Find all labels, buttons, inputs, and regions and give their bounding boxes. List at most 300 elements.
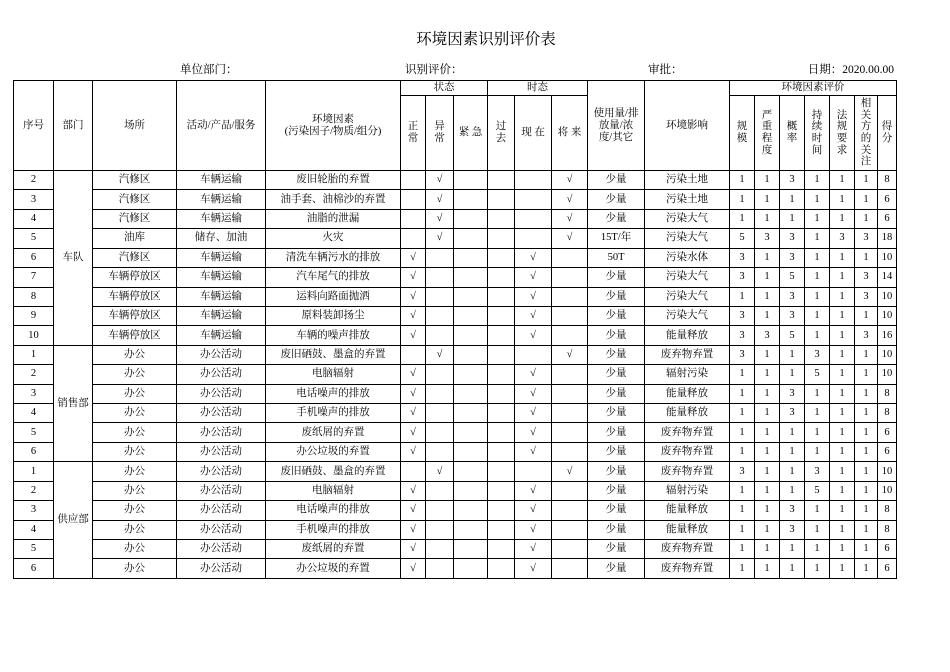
tense-future-check bbox=[552, 306, 588, 325]
seq-cell: 3 bbox=[14, 501, 54, 520]
place-cell: 办公 bbox=[93, 384, 177, 403]
department-cell: 车队 bbox=[54, 171, 93, 346]
impact-cell: 能量释放 bbox=[645, 404, 730, 423]
header-score-scale bbox=[730, 96, 755, 171]
score-regulation-cell: 1 bbox=[830, 540, 855, 559]
score-duration-cell: 1 bbox=[805, 248, 830, 267]
state-emergency-check bbox=[454, 171, 488, 190]
score-probability-cell: 1 bbox=[780, 345, 805, 364]
tense-past-check bbox=[488, 190, 515, 209]
score-scale-cell: 1 bbox=[730, 501, 755, 520]
tense-present-check: √ bbox=[515, 287, 552, 306]
seq-cell: 2 bbox=[14, 365, 54, 384]
amount-cell: 少量 bbox=[588, 345, 645, 364]
score-regulation-cell: 1 bbox=[830, 209, 855, 228]
tense-future-check bbox=[552, 501, 588, 520]
tense-future-check: √ bbox=[552, 462, 588, 481]
score-scale-cell: 1 bbox=[730, 481, 755, 500]
score-stakeholder-cell: 3 bbox=[855, 229, 878, 248]
impact-cell: 辐射污染 bbox=[645, 365, 730, 384]
amount-cell: 少量 bbox=[588, 171, 645, 190]
total-score-cell: 10 bbox=[878, 287, 897, 306]
table-row bbox=[14, 520, 897, 539]
state-normal-check bbox=[401, 229, 426, 248]
tense-past-check bbox=[488, 462, 515, 481]
score-stakeholder-cell: 1 bbox=[855, 540, 878, 559]
factor-cell: 废旧轮胎的弃置 bbox=[266, 171, 401, 190]
seq-cell: 2 bbox=[14, 481, 54, 500]
factor-cell: 电脑辐射 bbox=[266, 365, 401, 384]
state-emergency-check bbox=[454, 306, 488, 325]
state-emergency-check bbox=[454, 209, 488, 228]
score-regulation-cell: 1 bbox=[830, 384, 855, 403]
header-amount: 使用量/排 放量/浓 度/其它 bbox=[588, 81, 645, 171]
activity-cell: 办公活动 bbox=[177, 345, 266, 364]
place-cell: 车辆停放区 bbox=[93, 326, 177, 345]
total-score-cell: 10 bbox=[878, 462, 897, 481]
state-abnormal-check bbox=[426, 501, 454, 520]
amount-cell: 15T/年 bbox=[588, 229, 645, 248]
seq-cell: 6 bbox=[14, 559, 54, 578]
impact-cell: 辐射污染 bbox=[645, 481, 730, 500]
score-probability-cell: 5 bbox=[780, 268, 805, 287]
amount-cell: 少量 bbox=[588, 404, 645, 423]
place-cell: 办公 bbox=[93, 365, 177, 384]
score-regulation-cell: 1 bbox=[830, 171, 855, 190]
score-regulation-cell: 1 bbox=[830, 365, 855, 384]
score-duration-cell: 5 bbox=[805, 365, 830, 384]
score-probability-cell: 1 bbox=[780, 190, 805, 209]
score-probability-cell: 3 bbox=[780, 501, 805, 520]
score-regulation-cell: 1 bbox=[830, 462, 855, 481]
table-row bbox=[14, 365, 897, 384]
state-emergency-check bbox=[454, 287, 488, 306]
place-cell: 汽修区 bbox=[93, 171, 177, 190]
state-emergency-check bbox=[454, 462, 488, 481]
factor-cell: 办公垃圾的弃置 bbox=[266, 559, 401, 578]
state-abnormal-check bbox=[426, 540, 454, 559]
score-regulation-cell: 1 bbox=[830, 345, 855, 364]
score-scale-cell: 1 bbox=[730, 171, 755, 190]
tense-present-check bbox=[515, 171, 552, 190]
activity-cell: 车辆运输 bbox=[177, 306, 266, 325]
seq-cell: 4 bbox=[14, 520, 54, 539]
state-normal-check: √ bbox=[401, 365, 426, 384]
score-severity-cell: 1 bbox=[755, 540, 780, 559]
state-emergency-check bbox=[454, 268, 488, 287]
score-stakeholder-cell: 1 bbox=[855, 442, 878, 461]
factor-cell: 原料装卸扬尘 bbox=[266, 306, 401, 325]
score-stakeholder-cell: 1 bbox=[855, 501, 878, 520]
state-normal-check: √ bbox=[401, 326, 426, 345]
state-abnormal-check: √ bbox=[426, 209, 454, 228]
tense-past-check bbox=[488, 229, 515, 248]
table-row bbox=[14, 423, 897, 442]
place-cell: 办公 bbox=[93, 423, 177, 442]
tense-present-check bbox=[515, 462, 552, 481]
score-severity-cell: 1 bbox=[755, 345, 780, 364]
seq-cell: 4 bbox=[14, 209, 54, 228]
state-normal-check bbox=[401, 462, 426, 481]
tense-future-check: √ bbox=[552, 209, 588, 228]
tense-past-check bbox=[488, 404, 515, 423]
place-cell: 办公 bbox=[93, 520, 177, 539]
state-emergency-check bbox=[454, 481, 488, 500]
score-scale-cell: 1 bbox=[730, 423, 755, 442]
tense-past-check bbox=[488, 442, 515, 461]
tense-present-check: √ bbox=[515, 423, 552, 442]
total-score-cell: 8 bbox=[878, 404, 897, 423]
department-label: 单位部门： bbox=[180, 64, 238, 76]
score-probability-cell: 3 bbox=[780, 520, 805, 539]
seq-cell: 1 bbox=[14, 345, 54, 364]
score-duration-cell: 1 bbox=[805, 423, 830, 442]
score-scale-cell: 1 bbox=[730, 384, 755, 403]
state-normal-check: √ bbox=[401, 559, 426, 578]
header-state-normal bbox=[401, 96, 426, 171]
tense-future-check: √ bbox=[552, 171, 588, 190]
tense-present-check: √ bbox=[515, 365, 552, 384]
impact-cell: 污染大气 bbox=[645, 209, 730, 228]
amount-cell: 少量 bbox=[588, 326, 645, 345]
impact-cell: 废弃物弃置 bbox=[645, 423, 730, 442]
score-severity-cell: 3 bbox=[755, 326, 780, 345]
header-score-duration-label: 持续时间 bbox=[811, 109, 823, 156]
table-row bbox=[14, 559, 897, 578]
state-abnormal-check: √ bbox=[426, 190, 454, 209]
header-total bbox=[878, 96, 897, 171]
score-duration-cell: 1 bbox=[805, 190, 830, 209]
factor-cell: 油脂的泄漏 bbox=[266, 209, 401, 228]
score-probability-cell: 3 bbox=[780, 171, 805, 190]
amount-cell: 少量 bbox=[588, 306, 645, 325]
table-row bbox=[14, 345, 897, 364]
tense-past-check bbox=[488, 540, 515, 559]
factor-cell: 废纸屑的弃置 bbox=[266, 540, 401, 559]
score-scale-cell: 5 bbox=[730, 229, 755, 248]
score-probability-cell: 5 bbox=[780, 326, 805, 345]
score-duration-cell: 1 bbox=[805, 384, 830, 403]
table-row bbox=[14, 540, 897, 559]
state-abnormal-check: √ bbox=[426, 462, 454, 481]
activity-cell: 办公活动 bbox=[177, 540, 266, 559]
score-scale-cell: 1 bbox=[730, 540, 755, 559]
score-stakeholder-cell: 1 bbox=[855, 190, 878, 209]
state-abnormal-check bbox=[426, 287, 454, 306]
score-regulation-cell: 3 bbox=[830, 229, 855, 248]
score-stakeholder-cell: 1 bbox=[855, 423, 878, 442]
score-regulation-cell: 1 bbox=[830, 248, 855, 267]
factor-cell: 油手套、油棉沙的弃置 bbox=[266, 190, 401, 209]
state-normal-check: √ bbox=[401, 248, 426, 267]
amount-cell: 少量 bbox=[588, 384, 645, 403]
total-score-cell: 8 bbox=[878, 384, 897, 403]
total-score-cell: 6 bbox=[878, 442, 897, 461]
state-abnormal-check: √ bbox=[426, 171, 454, 190]
seq-cell: 8 bbox=[14, 287, 54, 306]
state-abnormal-check bbox=[426, 306, 454, 325]
score-severity-cell: 1 bbox=[755, 190, 780, 209]
impact-cell: 废弃物弃置 bbox=[645, 345, 730, 364]
amount-cell: 少量 bbox=[588, 287, 645, 306]
score-scale-cell: 1 bbox=[730, 365, 755, 384]
total-score-cell: 18 bbox=[878, 229, 897, 248]
tense-future-check bbox=[552, 404, 588, 423]
total-score-cell: 10 bbox=[878, 306, 897, 325]
header-factor: 环境因素 (污染因子/物质/组分) bbox=[266, 81, 401, 171]
tense-past-check bbox=[488, 209, 515, 228]
amount-cell: 少量 bbox=[588, 423, 645, 442]
state-normal-check: √ bbox=[401, 442, 426, 461]
tense-past-check bbox=[488, 481, 515, 500]
score-stakeholder-cell: 3 bbox=[855, 268, 878, 287]
score-probability-cell: 3 bbox=[780, 229, 805, 248]
factor-cell: 废旧硒鼓、墨盒的弃置 bbox=[266, 462, 401, 481]
score-duration-cell: 1 bbox=[805, 501, 830, 520]
tense-present-check: √ bbox=[515, 306, 552, 325]
score-probability-cell: 1 bbox=[780, 423, 805, 442]
score-stakeholder-cell: 1 bbox=[855, 209, 878, 228]
score-duration-cell: 1 bbox=[805, 287, 830, 306]
seq-cell: 5 bbox=[14, 540, 54, 559]
state-abnormal-check bbox=[426, 442, 454, 461]
tense-past-check bbox=[488, 306, 515, 325]
table-row bbox=[14, 481, 897, 500]
state-emergency-check bbox=[454, 384, 488, 403]
header-score-severity bbox=[755, 96, 780, 171]
seq-cell: 7 bbox=[14, 268, 54, 287]
total-score-cell: 6 bbox=[878, 209, 897, 228]
score-probability-cell: 3 bbox=[780, 248, 805, 267]
score-probability-cell: 1 bbox=[780, 365, 805, 384]
activity-cell: 办公活动 bbox=[177, 442, 266, 461]
score-severity-cell: 3 bbox=[755, 229, 780, 248]
header-score-probability bbox=[780, 96, 805, 171]
tense-future-check bbox=[552, 268, 588, 287]
score-severity-cell: 1 bbox=[755, 209, 780, 228]
activity-cell: 办公活动 bbox=[177, 520, 266, 539]
score-scale-cell: 1 bbox=[730, 190, 755, 209]
header-score-stakeholder bbox=[855, 96, 878, 171]
factor-cell: 运料向路面抛洒 bbox=[266, 287, 401, 306]
tense-future-check: √ bbox=[552, 190, 588, 209]
score-probability-cell: 3 bbox=[780, 287, 805, 306]
place-cell: 办公 bbox=[93, 404, 177, 423]
amount-cell: 少量 bbox=[588, 268, 645, 287]
tense-future-check bbox=[552, 481, 588, 500]
impact-cell: 废弃物弃置 bbox=[645, 442, 730, 461]
score-duration-cell: 1 bbox=[805, 306, 830, 325]
seq-cell: 10 bbox=[14, 326, 54, 345]
score-stakeholder-cell: 1 bbox=[855, 462, 878, 481]
tense-future-check bbox=[552, 287, 588, 306]
score-severity-cell: 1 bbox=[755, 501, 780, 520]
place-cell: 汽修区 bbox=[93, 248, 177, 267]
table-body bbox=[14, 171, 897, 579]
total-score-cell: 6 bbox=[878, 559, 897, 578]
total-score-cell: 8 bbox=[878, 520, 897, 539]
tense-present-check bbox=[515, 345, 552, 364]
state-normal-check bbox=[401, 171, 426, 190]
factor-cell: 电脑辐射 bbox=[266, 481, 401, 500]
tense-present-check: √ bbox=[515, 326, 552, 345]
score-scale-cell: 3 bbox=[730, 268, 755, 287]
score-probability-cell: 3 bbox=[780, 384, 805, 403]
tense-present-check: √ bbox=[515, 501, 552, 520]
header-tense-past-label: 过去 bbox=[495, 121, 507, 144]
tense-present-check: √ bbox=[515, 540, 552, 559]
impact-cell: 能量释放 bbox=[645, 326, 730, 345]
score-probability-cell: 1 bbox=[780, 209, 805, 228]
score-severity-cell: 1 bbox=[755, 423, 780, 442]
amount-cell: 少量 bbox=[588, 365, 645, 384]
factor-cell: 火灾 bbox=[266, 229, 401, 248]
state-emergency-check bbox=[454, 501, 488, 520]
score-scale-cell: 1 bbox=[730, 209, 755, 228]
amount-cell: 少量 bbox=[588, 559, 645, 578]
score-probability-cell: 1 bbox=[780, 540, 805, 559]
header-impact: 环境影响 bbox=[645, 81, 730, 171]
tense-present-check: √ bbox=[515, 559, 552, 578]
tense-present-check: √ bbox=[515, 248, 552, 267]
score-scale-cell: 1 bbox=[730, 404, 755, 423]
score-severity-cell: 1 bbox=[755, 559, 780, 578]
score-duration-cell: 3 bbox=[805, 345, 830, 364]
score-regulation-cell: 1 bbox=[830, 481, 855, 500]
header-score-probability-label: 概率 bbox=[786, 121, 798, 144]
state-normal-check bbox=[401, 209, 426, 228]
seq-cell: 6 bbox=[14, 442, 54, 461]
score-duration-cell: 1 bbox=[805, 559, 830, 578]
impact-cell: 污染土地 bbox=[645, 171, 730, 190]
tense-present-check bbox=[515, 190, 552, 209]
score-regulation-cell: 1 bbox=[830, 501, 855, 520]
activity-cell: 车辆运输 bbox=[177, 268, 266, 287]
score-duration-cell: 1 bbox=[805, 326, 830, 345]
score-stakeholder-cell: 1 bbox=[855, 559, 878, 578]
factor-cell: 手机噪声的排放 bbox=[266, 520, 401, 539]
tense-future-check bbox=[552, 423, 588, 442]
state-emergency-check bbox=[454, 345, 488, 364]
impact-cell: 能量释放 bbox=[645, 501, 730, 520]
tense-past-check bbox=[488, 171, 515, 190]
impact-cell: 污染水体 bbox=[645, 248, 730, 267]
place-cell: 办公 bbox=[93, 501, 177, 520]
score-severity-cell: 1 bbox=[755, 384, 780, 403]
score-duration-cell: 3 bbox=[805, 462, 830, 481]
place-cell: 办公 bbox=[93, 540, 177, 559]
tense-present-check: √ bbox=[515, 481, 552, 500]
seq-cell: 3 bbox=[14, 384, 54, 403]
table-row bbox=[14, 190, 897, 209]
place-cell: 油库 bbox=[93, 229, 177, 248]
state-emergency-check bbox=[454, 520, 488, 539]
tense-present-check bbox=[515, 209, 552, 228]
seq-cell: 9 bbox=[14, 306, 54, 325]
total-score-cell: 10 bbox=[878, 345, 897, 364]
score-severity-cell: 1 bbox=[755, 404, 780, 423]
state-emergency-check bbox=[454, 559, 488, 578]
state-emergency-check bbox=[454, 404, 488, 423]
evaluation-label: 识别评价： bbox=[405, 64, 463, 76]
table-row bbox=[14, 171, 897, 190]
activity-cell: 办公活动 bbox=[177, 423, 266, 442]
score-scale-cell: 1 bbox=[730, 520, 755, 539]
state-emergency-check bbox=[454, 190, 488, 209]
impact-cell: 能量释放 bbox=[645, 520, 730, 539]
score-stakeholder-cell: 1 bbox=[855, 404, 878, 423]
state-abnormal-check: √ bbox=[426, 345, 454, 364]
state-normal-check: √ bbox=[401, 501, 426, 520]
state-abnormal-check bbox=[426, 481, 454, 500]
activity-cell: 办公活动 bbox=[177, 384, 266, 403]
score-stakeholder-cell: 1 bbox=[855, 248, 878, 267]
place-cell: 车辆停放区 bbox=[93, 268, 177, 287]
header-state-group: 状态 bbox=[401, 81, 488, 96]
tense-past-check bbox=[488, 268, 515, 287]
total-score-cell: 10 bbox=[878, 365, 897, 384]
impact-cell: 污染大气 bbox=[645, 268, 730, 287]
seq-cell: 5 bbox=[14, 229, 54, 248]
tense-past-check bbox=[488, 326, 515, 345]
score-regulation-cell: 1 bbox=[830, 306, 855, 325]
tense-future-check bbox=[552, 540, 588, 559]
score-duration-cell: 1 bbox=[805, 209, 830, 228]
table-row bbox=[14, 326, 897, 345]
factor-cell: 手机噪声的排放 bbox=[266, 404, 401, 423]
score-stakeholder-cell: 1 bbox=[855, 345, 878, 364]
page-title: 环境因素识别评价表 bbox=[416, 31, 556, 48]
factor-cell: 废旧硒鼓、墨盒的弃置 bbox=[266, 345, 401, 364]
department-cell: 供应部 bbox=[54, 462, 93, 579]
table-row bbox=[14, 462, 897, 481]
total-score-cell: 6 bbox=[878, 190, 897, 209]
table-row bbox=[14, 268, 897, 287]
state-abnormal-check bbox=[426, 559, 454, 578]
evaluation-table bbox=[13, 80, 897, 579]
state-abnormal-check bbox=[426, 268, 454, 287]
impact-cell: 污染大气 bbox=[645, 287, 730, 306]
header-evaluation-group: 环境因素评价 bbox=[730, 81, 897, 96]
impact-cell: 废弃物弃置 bbox=[645, 559, 730, 578]
score-probability-cell: 1 bbox=[780, 462, 805, 481]
state-abnormal-check bbox=[426, 248, 454, 267]
header-state-abnormal-label: 异常 bbox=[434, 121, 445, 144]
seq-cell: 6 bbox=[14, 248, 54, 267]
score-regulation-cell: 1 bbox=[830, 326, 855, 345]
header-score-scale-label: 规模 bbox=[736, 121, 748, 144]
place-cell: 汽修区 bbox=[93, 190, 177, 209]
tense-future-check bbox=[552, 365, 588, 384]
score-scale-cell: 1 bbox=[730, 559, 755, 578]
table-row bbox=[14, 209, 897, 228]
tense-present-check: √ bbox=[515, 384, 552, 403]
amount-cell: 少量 bbox=[588, 190, 645, 209]
amount-cell: 少量 bbox=[588, 442, 645, 461]
state-emergency-check bbox=[454, 229, 488, 248]
score-regulation-cell: 1 bbox=[830, 404, 855, 423]
amount-cell: 50T bbox=[588, 248, 645, 267]
tense-future-check: √ bbox=[552, 229, 588, 248]
impact-cell: 废弃物弃置 bbox=[645, 540, 730, 559]
seq-cell: 4 bbox=[14, 404, 54, 423]
total-score-cell: 10 bbox=[878, 481, 897, 500]
header-department: 部门 bbox=[54, 81, 93, 171]
state-abnormal-check: √ bbox=[426, 229, 454, 248]
score-severity-cell: 1 bbox=[755, 268, 780, 287]
amount-cell: 少量 bbox=[588, 540, 645, 559]
score-probability-cell: 1 bbox=[780, 559, 805, 578]
